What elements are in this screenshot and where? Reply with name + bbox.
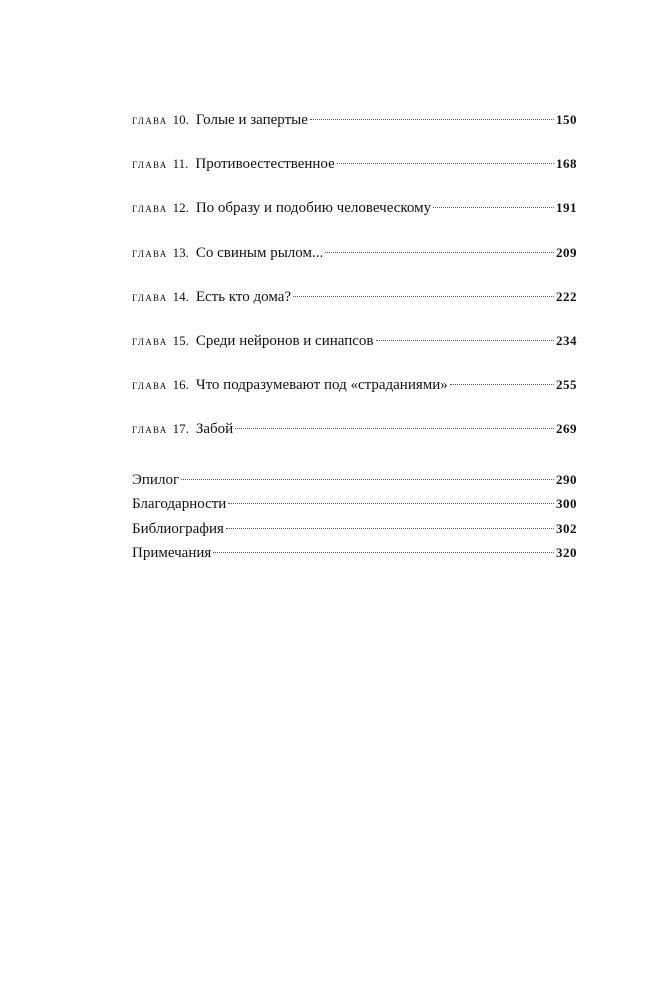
dot-leader [376, 340, 555, 341]
toc-entry-bibliography[interactable] [132, 519, 577, 544]
chapter-number: 11. [172, 156, 189, 172]
entry-title: Примечания [132, 545, 212, 561]
dot-leader [337, 163, 554, 164]
dot-leader [293, 296, 554, 297]
page-number: 209 [556, 244, 577, 260]
page-number: 320 [556, 545, 577, 560]
toc-entry-chapter-10[interactable] [132, 110, 577, 154]
page-number: 302 [556, 520, 577, 536]
chapter-label: глава [132, 244, 168, 260]
chapter-number: 15. [172, 332, 189, 348]
toc-entry-chapter-17[interactable] [132, 419, 577, 463]
entry-title: Благодарности [132, 496, 227, 512]
chapter-number: 10. [172, 112, 189, 127]
chapter-number: 12. [172, 200, 189, 216]
dot-leader [235, 428, 554, 429]
chapter-label: глава [132, 332, 168, 348]
page-number: 255 [556, 377, 577, 393]
toc-entry-acknowledgements[interactable] [132, 494, 577, 519]
dot-leader [310, 119, 554, 120]
chapter-label: глава [132, 156, 168, 172]
chapter-title: Что подразумевают под «страданиями» [195, 377, 448, 394]
chapter-label: глава [132, 200, 168, 216]
dot-leader [228, 503, 554, 504]
toc-entry-epilogue[interactable] [132, 470, 577, 495]
chapter-title: Со свиным рылом... [195, 244, 324, 261]
chapter-number: 14. [172, 288, 189, 304]
dot-leader [213, 552, 554, 553]
toc-entry-chapter-11[interactable] [132, 154, 577, 198]
page-number: 300 [556, 496, 577, 511]
dot-leader [181, 479, 554, 480]
page-number: 168 [556, 156, 577, 172]
toc-entry-chapter-13[interactable] [132, 243, 577, 287]
dot-leader [433, 207, 554, 208]
page-number: 269 [556, 421, 577, 437]
table-of-contents [132, 110, 577, 568]
chapter-title: Голые и запертые [195, 112, 308, 128]
chapter-label: глава [132, 377, 168, 393]
chapter-title: Противоестественное [195, 156, 335, 173]
entry-title: Эпилог [132, 471, 180, 488]
chapter-title: Забой [195, 421, 234, 438]
entry-title: Библиография [132, 520, 224, 537]
page-number: 222 [556, 288, 577, 304]
chapter-number: 13. [172, 244, 189, 260]
toc-entry-notes[interactable] [132, 543, 577, 568]
chapter-number: 16. [172, 377, 189, 393]
chapter-label: глава [132, 421, 168, 437]
dot-leader [450, 384, 554, 385]
dot-leader [325, 252, 554, 253]
chapter-title: Есть кто дома? [195, 288, 292, 305]
toc-entry-chapter-12[interactable] [132, 198, 577, 242]
page-number: 191 [556, 200, 577, 216]
toc-entry-chapter-16[interactable] [132, 375, 577, 419]
chapter-title: Среди нейронов и синапсов [195, 332, 374, 349]
chapter-label: глава [132, 112, 168, 127]
chapter-label: глава [132, 288, 168, 304]
page-number: 150 [556, 112, 577, 127]
page-number: 290 [556, 471, 577, 487]
dot-leader [226, 528, 554, 529]
chapter-number: 17. [172, 421, 189, 437]
page-number: 234 [556, 332, 577, 348]
toc-entry-chapter-15[interactable] [132, 331, 577, 375]
toc-entry-chapter-14[interactable] [132, 287, 577, 331]
chapter-title: По образу и подобию человеческому [195, 200, 432, 217]
